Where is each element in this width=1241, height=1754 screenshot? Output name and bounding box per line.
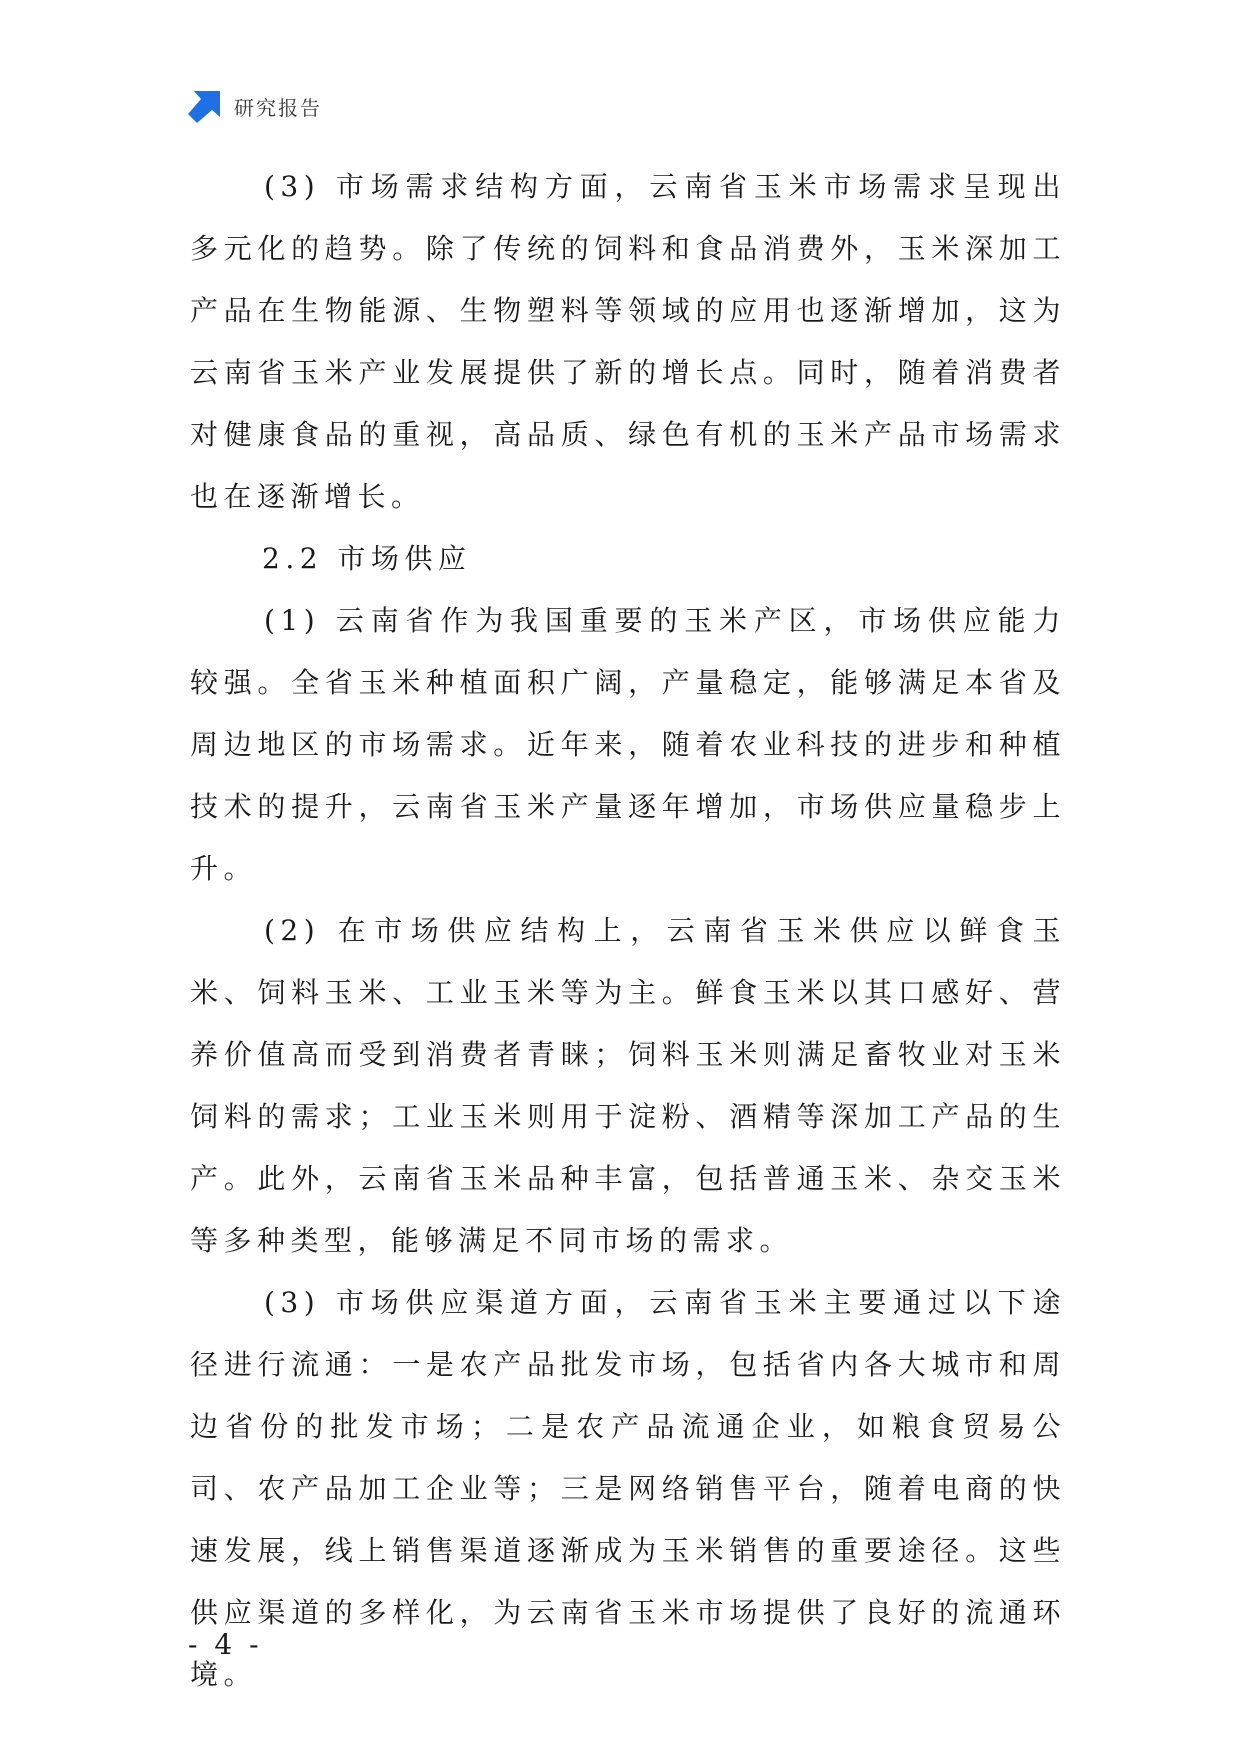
- document-body: [190, 156, 1066, 1706]
- page-number: - 4 -: [188, 1628, 263, 1661]
- paragraph-demand-structure: (3) 市场需求结构方面，云南省玉米市场需求呈现出多元化的趋势。除了传统的饲料和食品消费外，玉米深加工产品在生物能源、生物塑料等领域的应用也逐渐增加，这为云南省玉米产业发展提供了新的增长点。同时，随着消费者对健康食品的重视，高品质、绿色有机的玉米产品市场需求也在逐渐增长。: [190, 170, 1066, 513]
- section-heading-market-supply: 2.2 市场供应: [262, 542, 472, 575]
- report-header: [188, 88, 322, 124]
- paragraph-supply-capacity: (1) 云南省作为我国重要的玉米产区，市场供应能力较强。全省玉米种植面积广阔，产量稳定，能够满足本省及周边地区的市场需求。近年来，随着农业科技的进步和种植技术的提升，云南省玉米产量逐年增加，市场供应量稳步上升。: [190, 604, 1066, 885]
- paragraph-supply-channels: (3) 市场供应渠道方面，云南省玉米主要通过以下途径进行流通：一是农产品批发市场，包括省内各大城市和周边省份的批发市场；二是农产品流通企业，如粮食贸易公司、农产品加工企业等；三是网络销售平台，随着电商的快速发展，线上销售渠道逐渐成为玉米销售的重要途径。这些供应渠道的多样化，为云南省玉米市场提供了良好的流通环境。: [190, 1286, 1066, 1691]
- arrow-up-right-icon: [188, 89, 222, 123]
- paragraph-supply-structure: (2) 在市场供应结构上，云南省玉米供应以鲜食玉米、饲料玉米、工业玉米等为主。鲜食玉米以其口感好、营养价值高而受到消费者青睐；饲料玉米则满足畜牧业对玉米饲料的需求；工业玉米则用于淀粉、酒精等深加工产品的生产。此外，云南省玉米品种丰富，包括普通玉米、杂交玉米等多种类型，能够满足不同市场的需求。: [190, 914, 1066, 1257]
- header-title: 研究报告: [234, 95, 322, 120]
